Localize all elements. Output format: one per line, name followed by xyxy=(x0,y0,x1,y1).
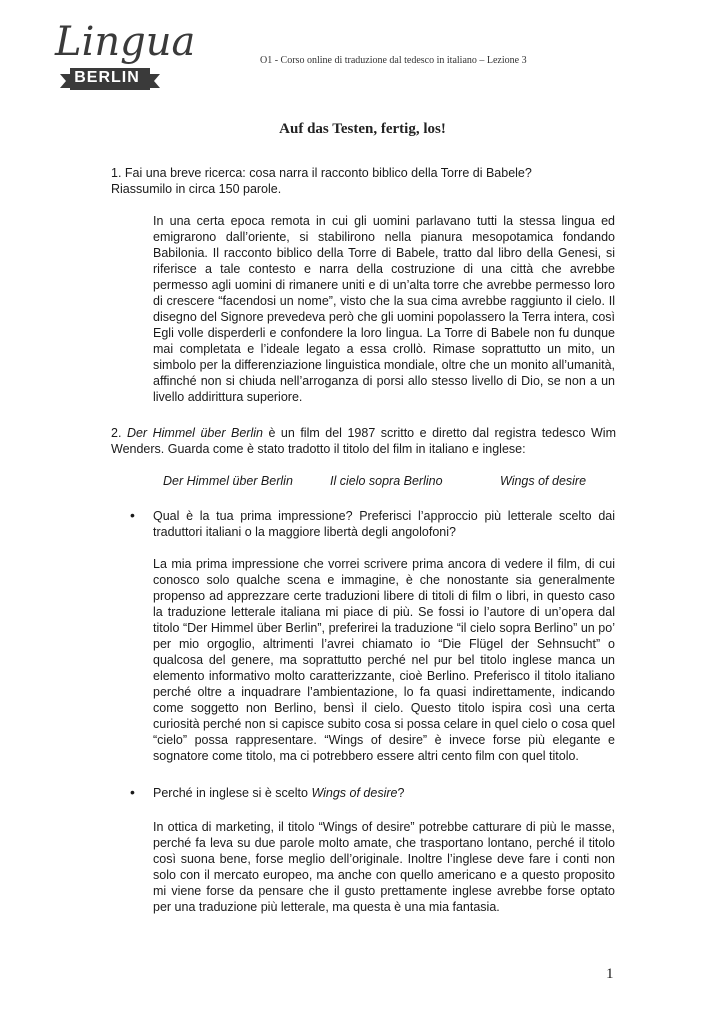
bullet-1-question: Qual è la tua prima impressione? Preferisci l’approccio più letterale scelto dai traduttori italiani o la maggiore libertà degli angolofoni? xyxy=(153,509,615,539)
bullet-icon: • xyxy=(130,507,135,523)
page-number: 1 xyxy=(606,966,614,982)
title-italian: Il cielo sopra Berlino xyxy=(330,474,443,488)
bullet-2-question xyxy=(153,785,615,801)
course-header: O1 - Corso online di traduzione dal tedesco in italiano – Lezione 3 xyxy=(260,55,527,66)
question-1 xyxy=(111,165,621,197)
logo-script-text: Lingua xyxy=(55,19,196,65)
question-2-film-title: Der Himmel über Berlin xyxy=(126,426,263,440)
question-1-line-1: 1. Fai una breve ricerca: cosa narra il racconto biblico della Torre di Babele? xyxy=(111,166,532,180)
page-title: Auf das Testen, fertig, los! xyxy=(279,121,446,137)
logo-banner-text: BERLIN xyxy=(74,69,140,86)
title-german: Der Himmel über Berlin xyxy=(163,474,293,488)
question-1-line-2: Riassumilo in circa 150 parole. xyxy=(111,182,282,196)
lingua-berlin-logo xyxy=(50,19,196,100)
question-2-text: è un film del 1987 scritto e diretto dal registra tedesco Wim Wenders. Guarda come è stato tradotto il titolo del film in italiano e inglese: xyxy=(111,426,616,456)
question-2 xyxy=(111,425,616,457)
bullet-1-answer: La mia prima impressione che vorrei scrivere prima ancora di vedere il film, di cui conosco solo qualche scena e immagine, è che nonostante sia generalmente propenso ad apprezzare certe traduzioni libere di titoli di film o libri, in questo caso la traduzione letterale italiana mi piace di più. Se fossi io l’autore di un’opera dal titolo “Der Himmel über Berlin”, preferirei la traduzione “il cielo sopra Berlino” un po’ per mio orgoglio, altrimenti l’avrei chiamato io “Die Flügel der Sehnsucht” o qualcosa del genere, ma soprattutto perché nel pur bel titolo inglese manca un elemento informativo molto caratterizzante, cioè Berlino. Preferisco il titolo italiano perché oltre a inquadrare l’ambientazione, lo fa quasi indirettamente, indicando come soggetto non Berlino, bensì il cielo. Questo titolo ispira così una certa curiosità perché non si capisce subito cosa si possa celare in quel cielo o cosa quel “cielo” possa rappresentare. “Wings of desire” è invece forse più elegante e sognatore come titolo, ma ci potrebbero essere altri cento film con quel titolo. xyxy=(153,557,615,763)
answer-1: In una certa epoca remota in cui gli uomini parlavano tutti la stessa lingua ed emigrarono dall’oriente, si stabilirono nella pianura mesopotamica fondando Babilonia. Il racconto biblico della Torre di Babele, tratto dal libro della Genesi, si riferisce a tale contesto e narra della costruzione di una città che avrebbe permesso agli uomini di rimanere uniti e di un’alta torre che avrebbe permesso loro di crescere “facendosi un nome”, visto che la sua cima avrebbe raggiunto il cielo. Il disegno del Signore prevedeva però che gli uomini popolassero la Terra intera, così Egli volle disperderli e confondere la loro lingua. La Torre di Babele non fu dunque mai completata e l’ideale legato a essa crollò. Rimase soprattutto un mito, un simbolo per la differenziazione linguistica mondiale, oltre che un monito all’umanità, affinché non si chiuda nell’arroganza di porsi allo stesso livello di Dio, se non a un livello addirittura superiore. xyxy=(153,214,615,404)
bullet-2-answer: In ottica di marketing, il titolo “Wings of desire” potrebbe catturare di più le masse, perché fa leva su due parole molto amate, che trasportano lontano, perché il titolo così suona bene, forse meglio dell’originale. Inoltre l’inglese deve fare i conti non solo con il mercato europeo, ma anche con quello americano e a questo proposito mi viene forse da pensare che il gusto prettamente inglese avrebbe forse optato per una traduzione più letterale, ma questa è una mia fantasia. xyxy=(153,820,615,914)
title-english: Wings of desire xyxy=(500,474,587,488)
bullet-2-question-suffix: ? xyxy=(397,786,405,800)
question-2-number: 2. xyxy=(111,426,122,440)
bullet-2-question-prefix: Perché in inglese si è scelto xyxy=(153,786,308,800)
bullet-icon: • xyxy=(130,784,135,800)
bullet-2-question-title: Wings of desire xyxy=(311,786,398,800)
